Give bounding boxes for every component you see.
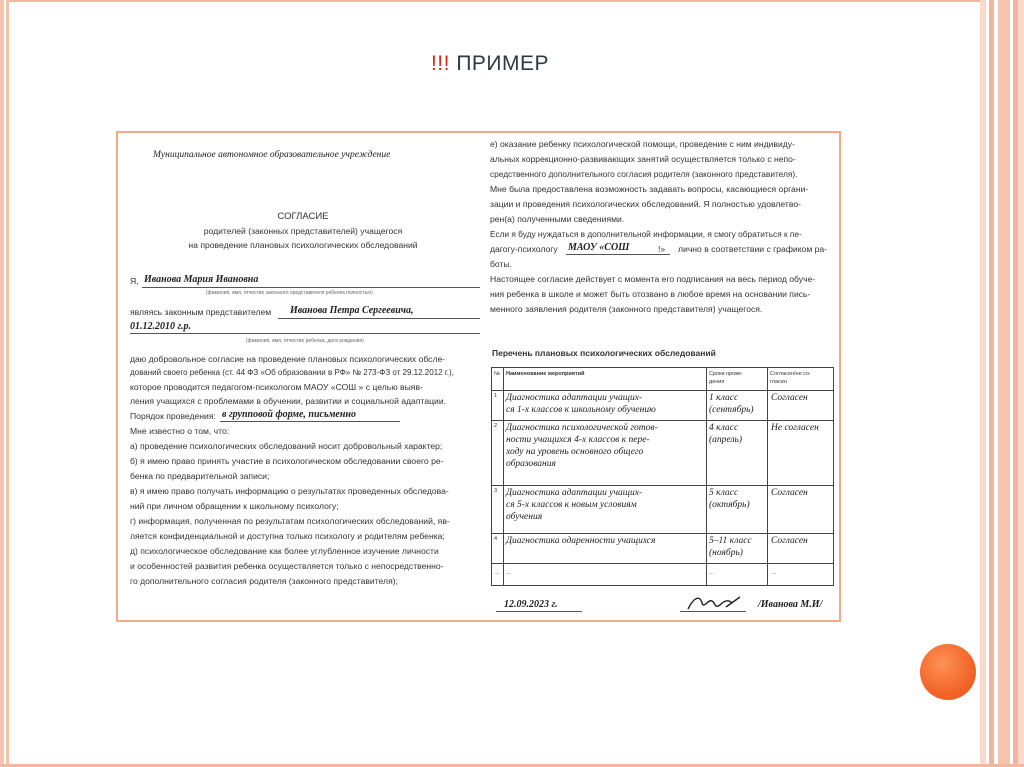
psych-school: МАОУ «СОШ — [568, 242, 630, 253]
table-row-agree: Не согласен — [771, 423, 819, 433]
document-subheading-2: на проведение плановых психологических обследований — [188, 240, 418, 250]
known-line: ний при личном обращении к школьному психологу; — [130, 501, 339, 511]
right-line: средственного дополнительного согласия родителя (законного представителя). — [490, 169, 798, 179]
table-row-num: 4 — [494, 536, 498, 542]
psych-prefix: дагогу-психологу — [490, 244, 558, 254]
right-line: е) оказание ребенку психологической помощи, проведение с ним индивиду- — [490, 139, 795, 149]
signature-name: /Иванова М.И/ — [758, 599, 823, 610]
table-row-name: Диагностика психологической готов- — [506, 423, 658, 433]
table-title: Перечень плановых психологических обследований — [492, 348, 716, 358]
signature-date: 12.09.2023 г. — [504, 599, 558, 610]
validity-line: Настоящее согласие действует с момента его подписания на весь период обуче- — [490, 274, 816, 284]
body-line: даю добровольное согласие на проведение плановых психологических обсле- — [130, 354, 446, 364]
parent-name: Иванова Мария Ивановна — [144, 274, 259, 285]
table-row-name: Диагностика одаренности учащихся — [506, 536, 656, 546]
parent-name-underline — [142, 287, 480, 288]
title-word: ПРИМЕР — [456, 52, 550, 75]
frame-top — [0, 0, 1024, 2]
table-header-term: Сроки прове- — [709, 371, 743, 377]
table-header-agree: Согласен/не со- — [770, 371, 811, 377]
body-line: которое проводится педагогом-психологом МАОУ «СОШ » с целью выяв- — [130, 382, 423, 392]
known-line: д) психологическое обследование как более углубленное изучение личности — [130, 546, 439, 556]
known-line: в) я имею право получать информацию о результатах проведенных обследова- — [130, 486, 449, 496]
order-prefix: Порядок проведения: — [130, 411, 216, 421]
table-row-term: 1 класс — [709, 393, 739, 403]
known-line: г) информация, полученная по результатам психологических обследований, яв- — [130, 516, 450, 526]
table-header-term-2: дения — [709, 379, 725, 385]
child-dob: 01.12.2010 г.р. — [130, 321, 192, 332]
known-line: и особенностей развития ребенка осуществляется только с непосредственно- — [130, 561, 444, 571]
right-line: Если я буду нуждаться в дополнительной информации, я смогу обратиться к пе- — [490, 229, 802, 239]
table-row-term: 5 класс — [709, 488, 739, 498]
table-row-num: 1 — [494, 393, 498, 399]
frame-right-stripes — [980, 0, 1024, 767]
signature-underline — [680, 611, 746, 612]
table-row-agree: Согласен — [771, 536, 808, 546]
known-line: б) я имею право принять участие в психологическом обследовании своего ре- — [130, 456, 444, 466]
validity-line: менного заявления родителя (законного представителя) учащегося. — [490, 304, 763, 314]
body-line: дований своего ребенка (ст. 44 ФЗ «Об образовании в РФ» № 273-ФЗ от 29.12.2012 г.), — [130, 368, 454, 377]
table-empty-cell: … — [709, 570, 715, 576]
table-row-name: образования — [506, 459, 556, 469]
i-prefix: Я, — [130, 276, 139, 286]
table-row-agree: Согласен — [771, 393, 808, 403]
table-row-term: 5–11 класс — [709, 536, 752, 546]
representative-prefix: являясь законным представителем — [130, 307, 272, 317]
table-header-agree-2: гласен — [770, 379, 787, 385]
child-dob-underline — [130, 333, 480, 334]
psych-end: боты. — [490, 259, 513, 269]
known-line: ляется конфиденциальной и доступна только психологу и родителям ребенка; — [130, 531, 445, 541]
psych-suffix: лично в соответствии с графиком ра- — [678, 244, 828, 254]
child-caption: (фамилия, имя, отчество ребенка, дата рождения) — [246, 338, 364, 344]
document-heading: СОГЛАСИЕ — [277, 211, 329, 222]
table-row-name: Диагностика адаптации учащих- — [506, 488, 643, 498]
slide-title — [0, 52, 980, 76]
table-empty-cell: … — [494, 570, 500, 576]
child-name-underline — [278, 318, 480, 319]
table-row-name: ходу на уровень основного общего — [506, 447, 644, 457]
table-row-name: ся 1-х классов к школьному обучению — [506, 405, 656, 415]
right-line: рен(а) полученными сведениями. — [490, 214, 625, 224]
psych-underline — [566, 254, 670, 255]
psych-number: !» — [658, 244, 666, 254]
consent-document-image — [116, 131, 841, 622]
right-line: альных коррекционно-развивающих занятий осуществляется только с непо- — [490, 154, 796, 164]
title-exclamation: !!! — [430, 52, 450, 75]
table-empty-cell: … — [506, 570, 512, 576]
validity-line: ния ребенка в школе и может быть отозвано в любое время на основании пись- — [490, 289, 811, 299]
table-header-num: № — [494, 371, 500, 377]
table-row-num: 2 — [494, 423, 498, 429]
table-row-term: (октябрь) — [709, 500, 750, 510]
known-line: бенка по предварительной записи; — [130, 471, 270, 481]
table-row-name: ся 5-х классов к новым условиям — [506, 500, 637, 510]
institution-name: Муниципальное автономное образовательное учреждение — [153, 150, 391, 160]
table-row-agree: Согласен — [771, 488, 808, 498]
surveys-table — [491, 367, 834, 586]
known-line: а) проведение психологических обследований носит добровольный характер; — [130, 441, 443, 451]
known-line: го дополнительного согласия родителя (законного представителя); — [130, 576, 398, 586]
date-underline — [496, 611, 582, 612]
right-line: зации и проведения психологических обследований. Я полностью удовлетво- — [490, 199, 801, 209]
order-underline — [220, 421, 400, 422]
order-value: в групповой форме, письменно — [222, 409, 356, 420]
table-row-name: Диагностика адаптации учащих- — [506, 393, 643, 403]
table-row-term: (сентябрь) — [709, 405, 754, 415]
frame-left-stripes — [0, 0, 9, 767]
table-header-name: Наименование мероприятий — [506, 371, 585, 377]
table-empty-cell: … — [771, 570, 777, 576]
table-row-name: обучения — [506, 512, 543, 522]
table-row-num: 3 — [494, 488, 498, 494]
table-row-name: ности учащихся 4-х классов к пере- — [506, 435, 650, 445]
table-row-term: 4 класс — [709, 423, 739, 433]
right-line: Мне была предоставлена возможность задавать вопросы, касающиеся органи- — [490, 184, 809, 194]
table-row-term: (апрель) — [709, 435, 743, 445]
table-row-term: (ноябрь) — [709, 548, 743, 558]
child-name: Иванова Петра Сергеевича, — [290, 305, 414, 316]
body-line: ления учащихся с проблемами в обучении, развитии и социальной адаптации. — [130, 396, 447, 406]
known-line: Мне известно о том, что: — [130, 426, 230, 436]
decorative-orange-dot — [920, 644, 976, 700]
parent-caption: (фамилия, имя, отчество законного представителя ребенка полностью) — [206, 290, 373, 296]
document-subheading-1: родителей (законных представителей) учащегося — [203, 226, 403, 236]
